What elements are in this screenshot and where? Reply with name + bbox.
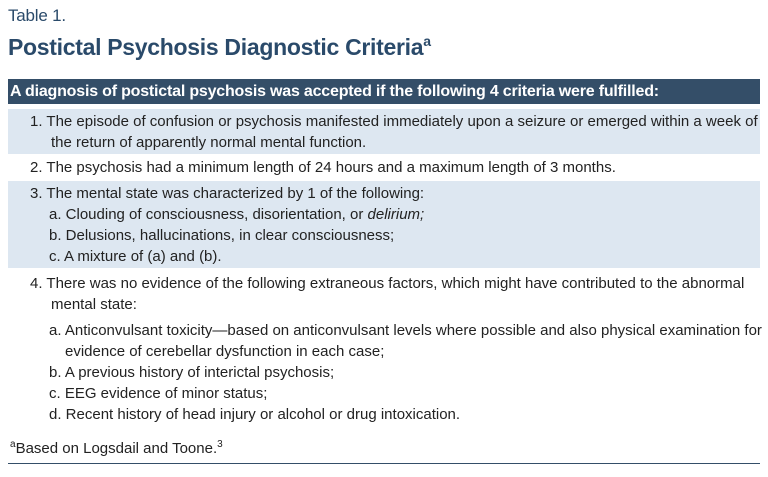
criterion-4-item-b: b. A previous history of interictal psychosis; bbox=[49, 364, 335, 381]
criterion-1-row bbox=[8, 109, 760, 154]
criterion-4-item-d: d. Recent history of head injury or alcohol or drug intoxication. bbox=[49, 406, 461, 423]
table-title bbox=[8, 34, 431, 61]
criterion-3-item-a-text: a. Clouding of consciousness, disorientation, or bbox=[49, 206, 368, 223]
criterion-1-text: 1. The episode of confusion or psychosis manifested immediately upon a seizure or emerged within a week of bbox=[30, 113, 758, 130]
criterion-4-row bbox=[8, 271, 760, 428]
table-footnote bbox=[10, 440, 223, 457]
criterion-4-continuation: mental state: bbox=[51, 296, 137, 313]
criterion-3-item-a-italic: delirium; bbox=[367, 206, 425, 223]
table-label: Table 1. bbox=[8, 6, 66, 25]
bottom-rule bbox=[8, 463, 760, 464]
criterion-4-item-c: c. EEG evidence of minor status; bbox=[49, 385, 268, 402]
footnote-text: Based on Logsdail and Toone. bbox=[15, 440, 218, 457]
criterion-4-item-a: a. Anticonvulsant toxicity—based on anticonvulsant levels where possible and also physical examination for bbox=[49, 322, 762, 339]
table-header: A diagnosis of postictal psychosis was accepted if the following 4 criteria were fulfilled: bbox=[8, 79, 760, 104]
footnote-marker: a bbox=[10, 439, 16, 450]
criterion-4-text: 4. There was no evidence of the following extraneous factors, which might have contributed to the abnormal bbox=[30, 275, 745, 292]
criterion-2-row bbox=[8, 156, 760, 180]
table-title-text: Postictal Psychosis Diagnostic Criteria bbox=[8, 34, 424, 60]
criterion-3-item-c: c. A mixture of (a) and (b). bbox=[49, 248, 222, 265]
criterion-2-text: 2. The psychosis had a minimum length of 24 hours and a maximum length of 3 months. bbox=[30, 159, 616, 176]
criterion-3-row bbox=[8, 181, 760, 268]
footnote-reference: 3 bbox=[217, 439, 223, 450]
criterion-1-continuation: the return of apparently normal mental function. bbox=[51, 134, 367, 151]
title-footnote-marker: a bbox=[423, 33, 431, 49]
criterion-3-item-b: b. Delusions, hallucinations, in clear consciousness; bbox=[49, 227, 395, 244]
criterion-3-text: 3. The mental state was characterized by 1 of the following: bbox=[30, 185, 425, 202]
criterion-4-item-a-continuation: evidence of cerebellar dysfunction in each case; bbox=[65, 343, 385, 360]
criterion-3-item-a bbox=[49, 204, 424, 225]
